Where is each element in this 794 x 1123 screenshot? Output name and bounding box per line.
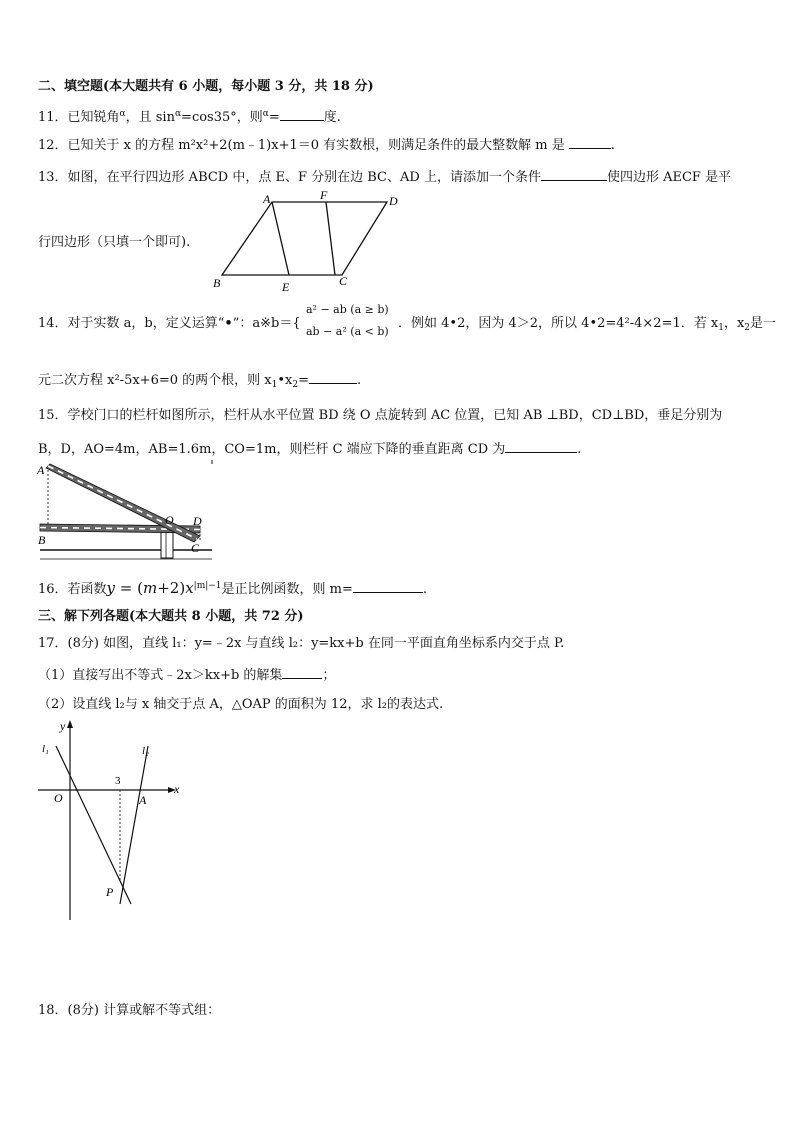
q11-text-after: = xyxy=(268,110,280,125)
q11-text-before: 11．已知锐角 xyxy=(38,110,120,125)
q14-text: b＝{ xyxy=(271,316,301,331)
q17-text: ； xyxy=(322,668,336,683)
q12-text-end: . xyxy=(610,138,615,153)
label-a: A xyxy=(37,463,45,477)
parallelogram-abcd xyxy=(222,202,387,275)
question-15-line-1: 15．学校门口的栏杆如图所示，栏杆从水平位置 BD 绕 O 点旋转到 AC 位置，已知 AB ⊥BD，CD⊥BD，垂足分别为 xyxy=(38,408,723,423)
label-d: D xyxy=(389,194,398,208)
answer-blank[interactable] xyxy=(282,666,322,679)
label-c: C xyxy=(339,274,348,288)
question-16 xyxy=(38,578,427,598)
label-c: C xyxy=(191,541,200,555)
q14-text: ．例如 4 xyxy=(398,316,450,331)
label-l2: l₂ xyxy=(142,745,149,757)
answer-blank[interactable] xyxy=(280,108,324,121)
q16-math: +2) xyxy=(157,579,186,597)
q16-text: 16．若函数 xyxy=(38,582,107,597)
q12-text: 12．已知关于 x 的方程 m²x²+2(m﹣1)x+1＝0 有实数根，则满足条件的最大整数解 m 是 xyxy=(38,138,565,153)
label-3: 3 xyxy=(115,775,121,787)
q16-math: m xyxy=(143,579,158,597)
q14-subscript: 2 xyxy=(292,380,299,390)
q16-math: x xyxy=(185,579,194,597)
gate-barrier-figure xyxy=(36,460,214,562)
label-l1: l₁ xyxy=(42,743,49,755)
q14-text: 元二次方程 x²-5x+6=0 的两个根，则 x xyxy=(38,373,272,388)
question-14-line-1b xyxy=(398,316,776,336)
q11-alpha: α xyxy=(119,109,126,119)
q14-text: 2，因为 4＞2，所以 4 xyxy=(457,316,590,331)
section-2-header: 二、填空题(本大题共有 6 小题，每小题 3 分，共 18 分) xyxy=(38,79,374,94)
q16-math: y xyxy=(106,579,116,597)
question-13-line-2: 行四边形（只填一个即可). xyxy=(38,235,191,250)
question-14-line-2 xyxy=(38,371,361,393)
label-o: O xyxy=(165,513,174,527)
q14-case-2: ab − a² (a < b) xyxy=(306,325,389,338)
question-13-line-1 xyxy=(38,168,731,186)
question-17: 17．(8分) 如图，直线 l₁：y=﹣2x 与直线 l₂：y=kx+b 在同一平面直角坐标系内交于点 P. xyxy=(38,636,565,651)
question-18: 18．(8分) 计算或解不等式组： xyxy=(38,1003,221,1018)
q14-text: 是一 xyxy=(750,316,777,331)
q14-case-1: a² − ab (a ≥ b) xyxy=(306,303,389,316)
line-l2 xyxy=(120,746,148,904)
question-12 xyxy=(38,136,615,154)
q14-subscript: 1 xyxy=(718,323,724,333)
label-f: F xyxy=(320,188,328,202)
q14-text: x xyxy=(285,373,293,388)
q11-text-end: 度. xyxy=(323,110,341,125)
label-p: P xyxy=(106,885,114,899)
q14-operator-symbol: • xyxy=(277,373,286,388)
section-3-header: 三、解下列各题(本大题共 8 小题，共 72 分) xyxy=(38,609,304,624)
label-b: B xyxy=(38,533,46,547)
y-axis-arrow xyxy=(67,720,73,728)
label-b: B xyxy=(213,276,221,290)
label-y: y xyxy=(60,719,66,733)
q13-text: 13．如图，在平行四边形 ABCD 中，点 E、F 分别在边 BC、AD 上，请添加一个条件 xyxy=(38,170,541,185)
q14-operator-symbol: • xyxy=(449,316,458,331)
q14-text: 2=4²-4×2=1．若 x xyxy=(597,316,719,331)
line-l1 xyxy=(56,746,131,904)
q14-subscript: 2 xyxy=(744,323,751,333)
q16-text: 是正比例函数，则 m= xyxy=(221,582,353,597)
coordinate-figure xyxy=(36,720,196,925)
q11-alpha: α xyxy=(174,109,182,119)
q14-piecewise xyxy=(306,299,389,343)
q14-subscript: 1 xyxy=(271,380,278,390)
label-d: D xyxy=(193,514,202,528)
answer-blank[interactable] xyxy=(541,168,607,181)
q14-text: ，x xyxy=(723,316,745,331)
q15-text: B，D，AO=4m，AB=1.6m，CO=1m，则栏杆 C 端应下降的垂直距离 CD 为 xyxy=(38,442,506,457)
q15-text: . xyxy=(577,442,582,457)
label-a: A xyxy=(263,192,271,206)
q14-text: 14．对于实数 a，b，定义运算“ xyxy=(38,316,225,331)
q14-operator-symbol: • xyxy=(224,316,233,331)
label-a: A xyxy=(139,793,147,807)
q11-alpha: α xyxy=(262,109,269,119)
label-e: E xyxy=(282,280,290,294)
question-11 xyxy=(38,106,341,126)
segment-fc xyxy=(326,202,335,275)
answer-blank[interactable] xyxy=(505,440,577,453)
answer-blank[interactable] xyxy=(569,136,611,149)
answer-blank[interactable] xyxy=(353,580,423,593)
q16-math: = ( xyxy=(115,579,143,597)
post xyxy=(161,532,173,558)
q14-star-operator: ※ xyxy=(260,316,272,331)
answer-blank[interactable] xyxy=(309,371,357,384)
q14-operator-symbol: • xyxy=(589,316,598,331)
q16-text: . xyxy=(422,582,428,597)
question-14-line-1a xyxy=(38,316,301,332)
parallelogram-figure xyxy=(205,188,405,298)
q11-text-mid: ，且 sin xyxy=(125,110,175,125)
q14-text: ”：a xyxy=(232,316,261,331)
segment-ae xyxy=(272,202,289,275)
label-o: O xyxy=(54,791,63,805)
question-17-part-2: （2）设直线 l₂与 x 轴交于点 A，△OAP 的面积为 12，求 l₂的表达式. xyxy=(38,697,444,712)
label-x: x xyxy=(174,782,180,796)
q13-text: 使四边形 AECF 是平 xyxy=(606,170,732,185)
q17-text: （1）直接写出不等式﹣2x＞kx+b 的解集 xyxy=(38,668,283,683)
q14-text: = xyxy=(298,373,309,388)
question-17-part-1 xyxy=(38,666,335,684)
q11-text-eq: =cos35°，则 xyxy=(181,110,263,125)
q16-exponent: |m|−1 xyxy=(193,581,222,591)
question-15-line-2 xyxy=(38,440,581,458)
q14-text: . xyxy=(357,373,362,388)
